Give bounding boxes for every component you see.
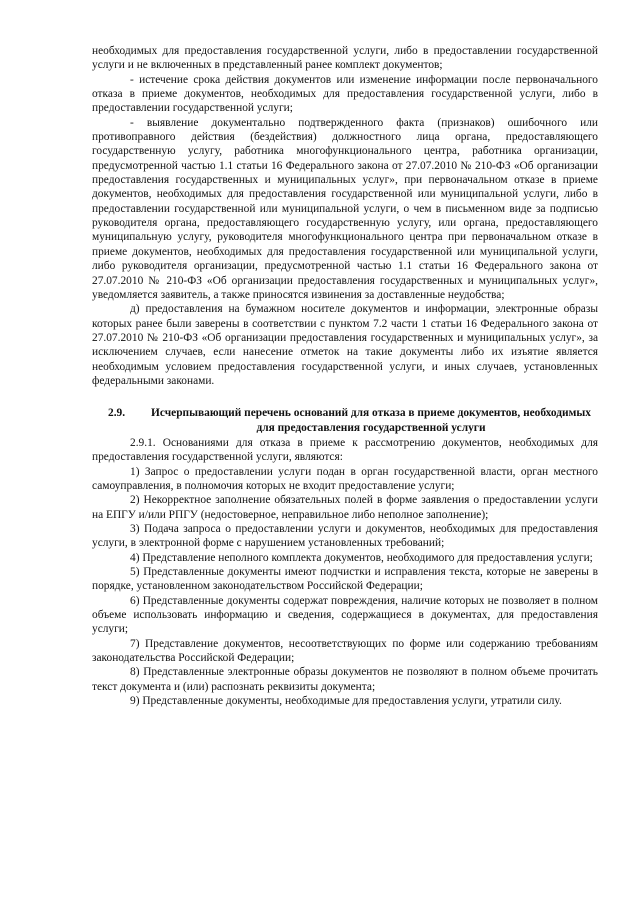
- list-item: 6) Представленные документы содержат повреждения, наличие которых не позволяет в полном объеме использовать информацию и сведения, содержащиеся в документах, для предоставления услуги;: [92, 594, 598, 636]
- list-item: 3) Подача запроса о предоставлении услуги и документов, необходимых для предоставления услуги, в электронной форме с нарушением установленных требований;: [92, 523, 598, 550]
- paragraph: - истечение срока действия документов или изменение информации после первоначального отказа в приеме документов, необходимых для предоставления государственной услуги, либо в предоставлении государственной услуги;: [92, 73, 598, 115]
- list-item: 4) Представление неполного комплекта документов, необходимого для предоставления услуги;: [130, 551, 593, 564]
- list-item: 8) Представленные электронные образы документов не позволяют в полном объеме прочитать текст документа и (или) распознать реквизиты документа;: [92, 666, 598, 693]
- list-item: 7) Представление документов, несоответствующих по форме или содержанию требованиям законодательства Российской Федерации;: [92, 637, 598, 665]
- spacer: [92, 388, 598, 406]
- paragraph: 2.9.1. Основаниями для отказа в приеме к рассмотрению документов, необходимых для предоставления государственной услуги, являются:: [92, 436, 598, 464]
- paragraph: - выявление документально подтвержденного факта (признаков) ошибочного или противоправного действия (бездействия) должностного лица органа, предоставляющего государственную услугу, работника многофункционального центра, работника организации, предусмотренной частью 1.1 статьи 16 Федерального закона от 27.07.2010 № 210-ФЗ «Об организации предоставления государственных и муниципальных услуг», при первоначальном отказе в приеме документов, необходимых для предоставления государственной или муниципальной услуги, либо в предоставлении государственной или муниципальной услуги, о чем в письменном виде за подписью руководителя органа, предоставляющего государственную услугу, или органа, предоставляющего муниципальную услугу, руководителя многофункционального центра при первоначальном отказе в приеме документов, необходимых для предоставления государственной или муниципальной услуги, либо руководителя организации, предусмотренной частью 1.1 статьи 16 Федерального закона от 27.07.2010 № 210-ФЗ «Об организации предоставления государственных и муниципальных услуг», уведомляется заявитель, а также приносятся извинения за доставленные неудобства;: [92, 116, 598, 301]
- top-paragraphs: [92, 44, 598, 388]
- document-page: [92, 44, 598, 708]
- paragraph: д) предоставления на бумажном носителе документов и информации, электронные образы которых ранее были заверены в соответствии с пунктом 7.2 части 1 статьи 16 Федерального закона от 27.07.2010 № 210-ФЗ «Об организации предоставления государственных и муниципальных услуг», за исключением случаев, если нанесение отметок на такие документы либо их изъятие является необходимым условием предоставления государственной услуги, и иных случаев, установленных федеральными законами.: [92, 303, 598, 387]
- section-number: 2.9.: [108, 407, 126, 420]
- list-item: 5) Представленные документы имеют подчистки и исправления текста, которые не заверены в порядке, установленном законодательством Российской Федерации;: [92, 566, 598, 593]
- list-item: 9) Представленные документы, необходимые для предоставления услуги, утратили силу.: [130, 695, 562, 708]
- bottom-paragraphs: [92, 436, 598, 709]
- section-title: Исчерпывающий перечень оснований для отказа в приеме документов, необходимых для предоставления государственной услуги: [151, 407, 591, 434]
- section-heading: [92, 406, 598, 435]
- paragraph: необходимых для предоставления государственной услуги, либо в предоставлении государственной услуги и не включенных в представленный ранее комплект документов;: [92, 45, 598, 72]
- list-item: 1) Запрос о предоставлении услуги подан в орган государственной власти, орган местного самоуправления, в полномочия которых не входит предоставление услуги;: [92, 465, 598, 492]
- list-item: 2) Некорректное заполнение обязательных полей в форме заявления о предоставлении услуги на ЕПГУ и/или РПГУ (недостоверное, неправильное либо неполное заполнение);: [92, 494, 598, 521]
